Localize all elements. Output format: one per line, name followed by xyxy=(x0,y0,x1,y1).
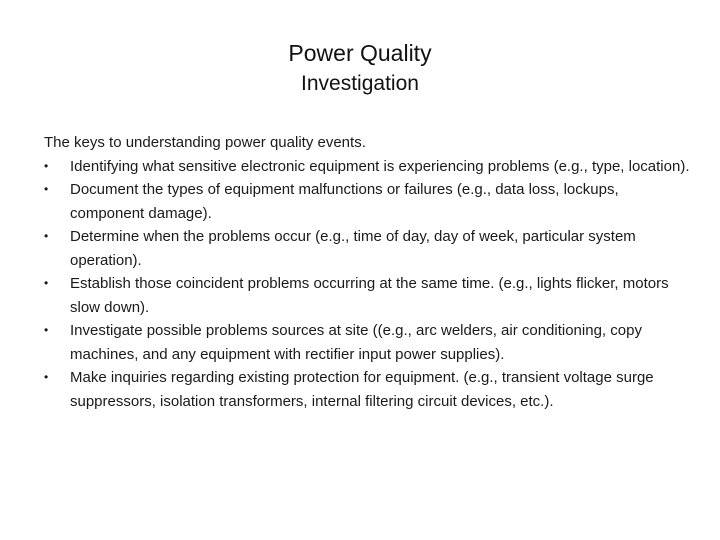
bullet-item xyxy=(44,272,694,319)
intro-text: The keys to understanding power quality events. xyxy=(44,134,366,151)
bullet-text: Document the types of equipment malfunctions or failures (e.g., data loss, lockups, component damage). xyxy=(70,181,619,222)
bullet-text: Identifying what sensitive electronic equipment is experiencing problems (e.g., type, location). xyxy=(70,157,690,175)
slide-title xyxy=(0,38,720,99)
bullet-item xyxy=(44,225,694,272)
bullet-marker: • xyxy=(44,158,49,173)
bullet-text: Investigate possible problems sources at site ((e.g., arc welders, air conditioning, copy machines, and any equipment with rectifier input power supplies). xyxy=(70,322,642,363)
bullet-marker: • xyxy=(44,323,49,337)
title-line-2: Investigation xyxy=(301,72,419,95)
bullet-text: Make inquiries regarding existing protection for equipment. (e.g., transient voltage surge suppressors, isolation transformers, internal filtering circuit devices, etc.). xyxy=(70,369,654,410)
bullet-list xyxy=(44,155,694,414)
bullet-text: Establish those coincident problems occurring at the same time. (e.g., lights flicker, motors slow down). xyxy=(70,275,669,316)
title-line-1: Power Quality xyxy=(288,40,432,66)
bullet-item xyxy=(44,366,694,413)
bullet-marker: • xyxy=(44,276,49,290)
bullet-marker: • xyxy=(44,182,49,196)
bullet-item xyxy=(44,178,694,225)
bullet-item xyxy=(44,319,694,366)
bullet-marker: • xyxy=(44,229,49,243)
bullet-marker: • xyxy=(44,370,49,384)
bullet-item xyxy=(44,155,694,179)
bullet-text: Determine when the problems occur (e.g., time of day, day of week, particular system operation). xyxy=(70,228,636,269)
slide-body xyxy=(44,131,694,413)
